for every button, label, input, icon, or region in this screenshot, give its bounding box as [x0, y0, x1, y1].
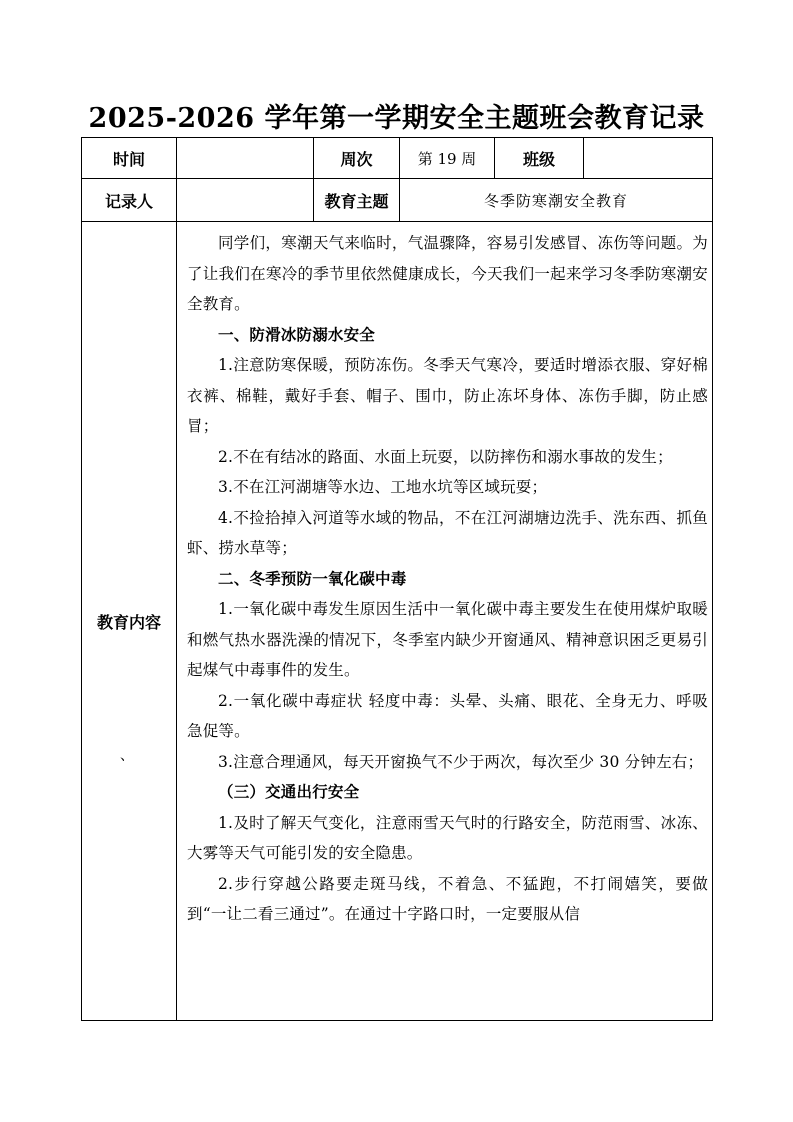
class-label: 班级 — [495, 138, 584, 179]
week-label: 周次 — [314, 138, 400, 179]
content-label: 教育内容 — [96, 612, 161, 632]
class-value — [584, 138, 713, 179]
recorder-label: 记录人 — [82, 179, 177, 222]
week-value: 第 19 周 — [400, 138, 495, 179]
content-paragraph: 1.一氧化碳中毒发生原因生活中一氧化碳中毒主要发生在使用煤炉取暖和燃气热水器洗澡的情况下，冬季室内缺少开窗通风、精神意识困乏更易引起煤气中毒事件的发生。 — [187, 600, 708, 679]
table-row-recorder — [82, 179, 713, 222]
table-row-time — [82, 138, 713, 179]
page-title: 2025-2026 学年第一学期安全主题班会教育记录 — [88, 103, 705, 134]
content-paragraph: 1.及时了解天气变化，注意雨雪天气时的行路安全，防范雨雪、冰冻、大雾等天气可能引发的安全隐患。 — [187, 813, 708, 862]
topic-value: 冬季防寒潮安全教育 — [400, 179, 713, 222]
content-label-cell — [82, 222, 177, 1021]
section-heading: （三）交通出行安全 — [218, 782, 360, 801]
content-paragraph: 2.步行穿越公路要走斑马线，不着急、不猛跑，不打闹嬉笑，要做到“一让二看三通过”。在通过十字路口时，一定要服从信 — [187, 874, 708, 923]
record-table — [81, 137, 713, 1021]
content-paragraph: 4.不捡拾掉入河道等水域的物品，不在江河湖塘边洗手、洗东西、抓鱼虾、捞水草等； — [187, 508, 708, 557]
section-heading: 一、防滑冰防溺水安全 — [218, 324, 376, 344]
topic-label: 教育主题 — [314, 179, 400, 222]
content-paragraph: 2.不在有结冰的路面、水面上玩耍，以防摔伤和溺水事故的发生； — [218, 447, 673, 466]
content-paragraph: 2.一氧化碳中毒症状 轻度中毒：头晕、头痛、眼花、全身无力、呼吸急促等。 — [187, 691, 708, 740]
table-row-content — [82, 222, 713, 1021]
content-paragraph: 3.不在江河湖塘等水边、工地水坑等区域玩耍； — [218, 478, 548, 496]
recorder-value — [177, 179, 314, 222]
time-value — [177, 138, 314, 179]
content-body — [177, 222, 713, 1021]
content-paragraph: 同学们，寒潮天气来临时，气温骤降，容易引发感冒、冻伤等问题。为了让我们在寒冷的季节里依然健康成长，今天我们一起来学习冬季防寒潮安全教育。 — [187, 234, 708, 313]
content-mark: 、 — [120, 748, 134, 764]
content-paragraph: 3.注意合理通风，每天开窗换气不少于两次，每次至少 30 分钟左右； — [218, 752, 704, 771]
content-paragraph: 1.注意防寒保暖，预防冻伤。冬季天气寒冷，要适时增添衣服、穿好棉衣裤、棉鞋，戴好手套、帽子、围巾，防止冻坏身体、冻伤手脚，防止感冒； — [187, 356, 708, 435]
section-heading: 二、冬季预防一氧化碳中毒 — [218, 568, 407, 588]
time-label: 时间 — [82, 138, 177, 179]
